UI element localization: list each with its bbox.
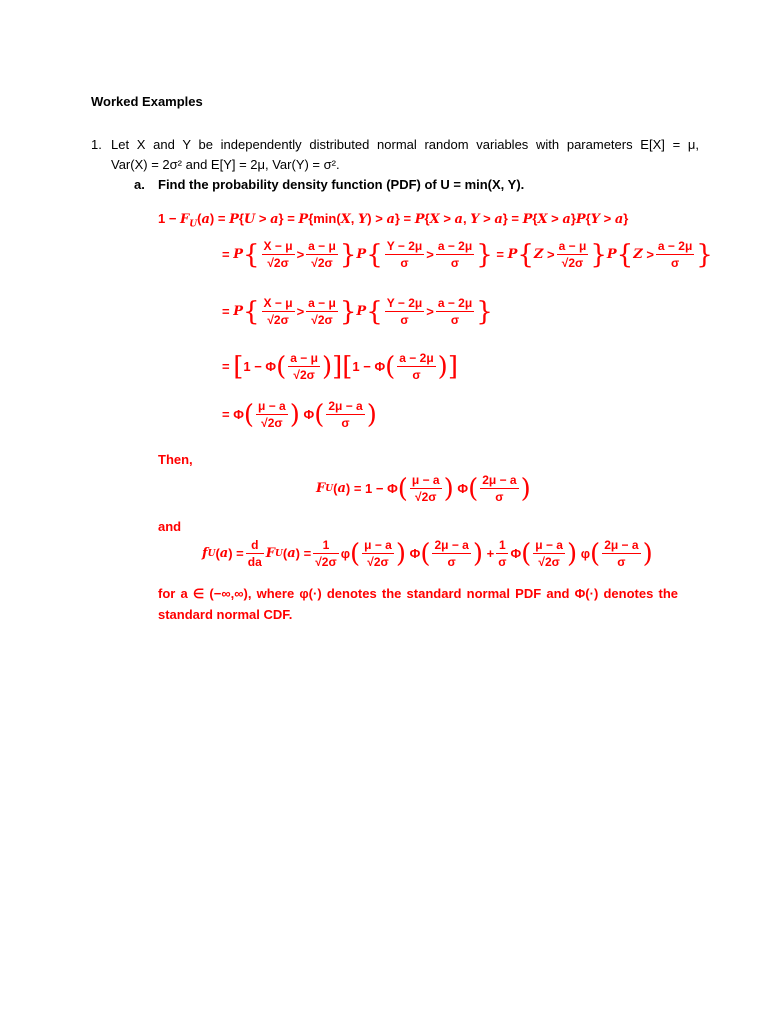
solution-line-7: f U ( a ) = $\frac{d}{da}$ F U ( a ) = $\frac{1}{√2\sigma}$ φ ( $\frac{\mu - a}{√2\sigma}$ ) Φ ( $\frac{2\mu - a}{\sigma}$ ) + $\frac{1}{\sigma}$ Φ ( $\frac{\mu - a}{√2\sigma}$ ) φ ( $\frac{2\mu - a}{\sigma}$ ): [202, 538, 653, 569]
solution-line-6: F U ( a ) = 1 − Φ ( $\frac{\mu - a}{√2\sigma}$ ) Φ ( $\frac{2\mu - a}{\sigma}$ ): [316, 473, 531, 504]
closing-line-2: standard normal CDF.: [158, 607, 293, 622]
solution-line-5: = Φ ( $\frac{\mu - a}{√2\sigma}$ ) Φ ( $\frac{2\mu - a}{\sigma}$ ): [222, 399, 377, 430]
problem-intro-line1: Let X and Y be independently distributed normal random variables with parameters E[X] = μ,: [111, 137, 699, 152]
part-text: Find the probability density function (PDF) of U = min(X, Y).: [158, 177, 525, 192]
then-label: Then,: [158, 452, 193, 467]
problem-intro-line2: Var(X) = 2σ² and E[Y] = 2μ, Var(Y) = σ².: [111, 157, 340, 172]
solution-line-2: = P { $\frac{X - \mu}{√2\sigma}$ > $\frac{a - \mu}{√2\sigma}$ } P { $\frac{Y - 2\mu}{\sigma}$ > $\frac{a - 2\mu}{\sigma}$ } = P { Z > $\frac{a - \mu}{√2\sigma}$ } P { Z > $\frac{a - 2\mu}{\sigma}$ }: [222, 239, 713, 270]
part-label: a.: [134, 177, 145, 192]
solution-line-1: $1 - F_U(a) = P\{U > a\} = P\{\min(X$, Y) > a} = P{X > a, Y > a} = P{X > a}P{Y > a}: [158, 211, 629, 230]
solution-line-3: = P { $\frac{X - \mu}{√2\sigma}$ > $\frac{a - \mu}{√2\sigma}$ } P { $\frac{Y - 2\mu}{\sigma}$ > $\frac{a - 2\mu}{\sigma}$ }: [222, 296, 493, 327]
and-label: and: [158, 519, 182, 534]
problem-number: 1.: [91, 137, 102, 152]
closing-line-1: for a ∈ (−∞,∞), where φ(·) denotes the standard normal PDF and Φ(·) denotes the: [158, 586, 678, 601]
solution-line-4: = [ 1 − Φ ( $\frac{a - \mu}{√2\sigma}$ ) ] [ 1 − Φ ( $\frac{a - 2\mu}{\sigma}$ ) ]: [222, 351, 458, 382]
page-title: Worked Examples: [91, 94, 203, 109]
